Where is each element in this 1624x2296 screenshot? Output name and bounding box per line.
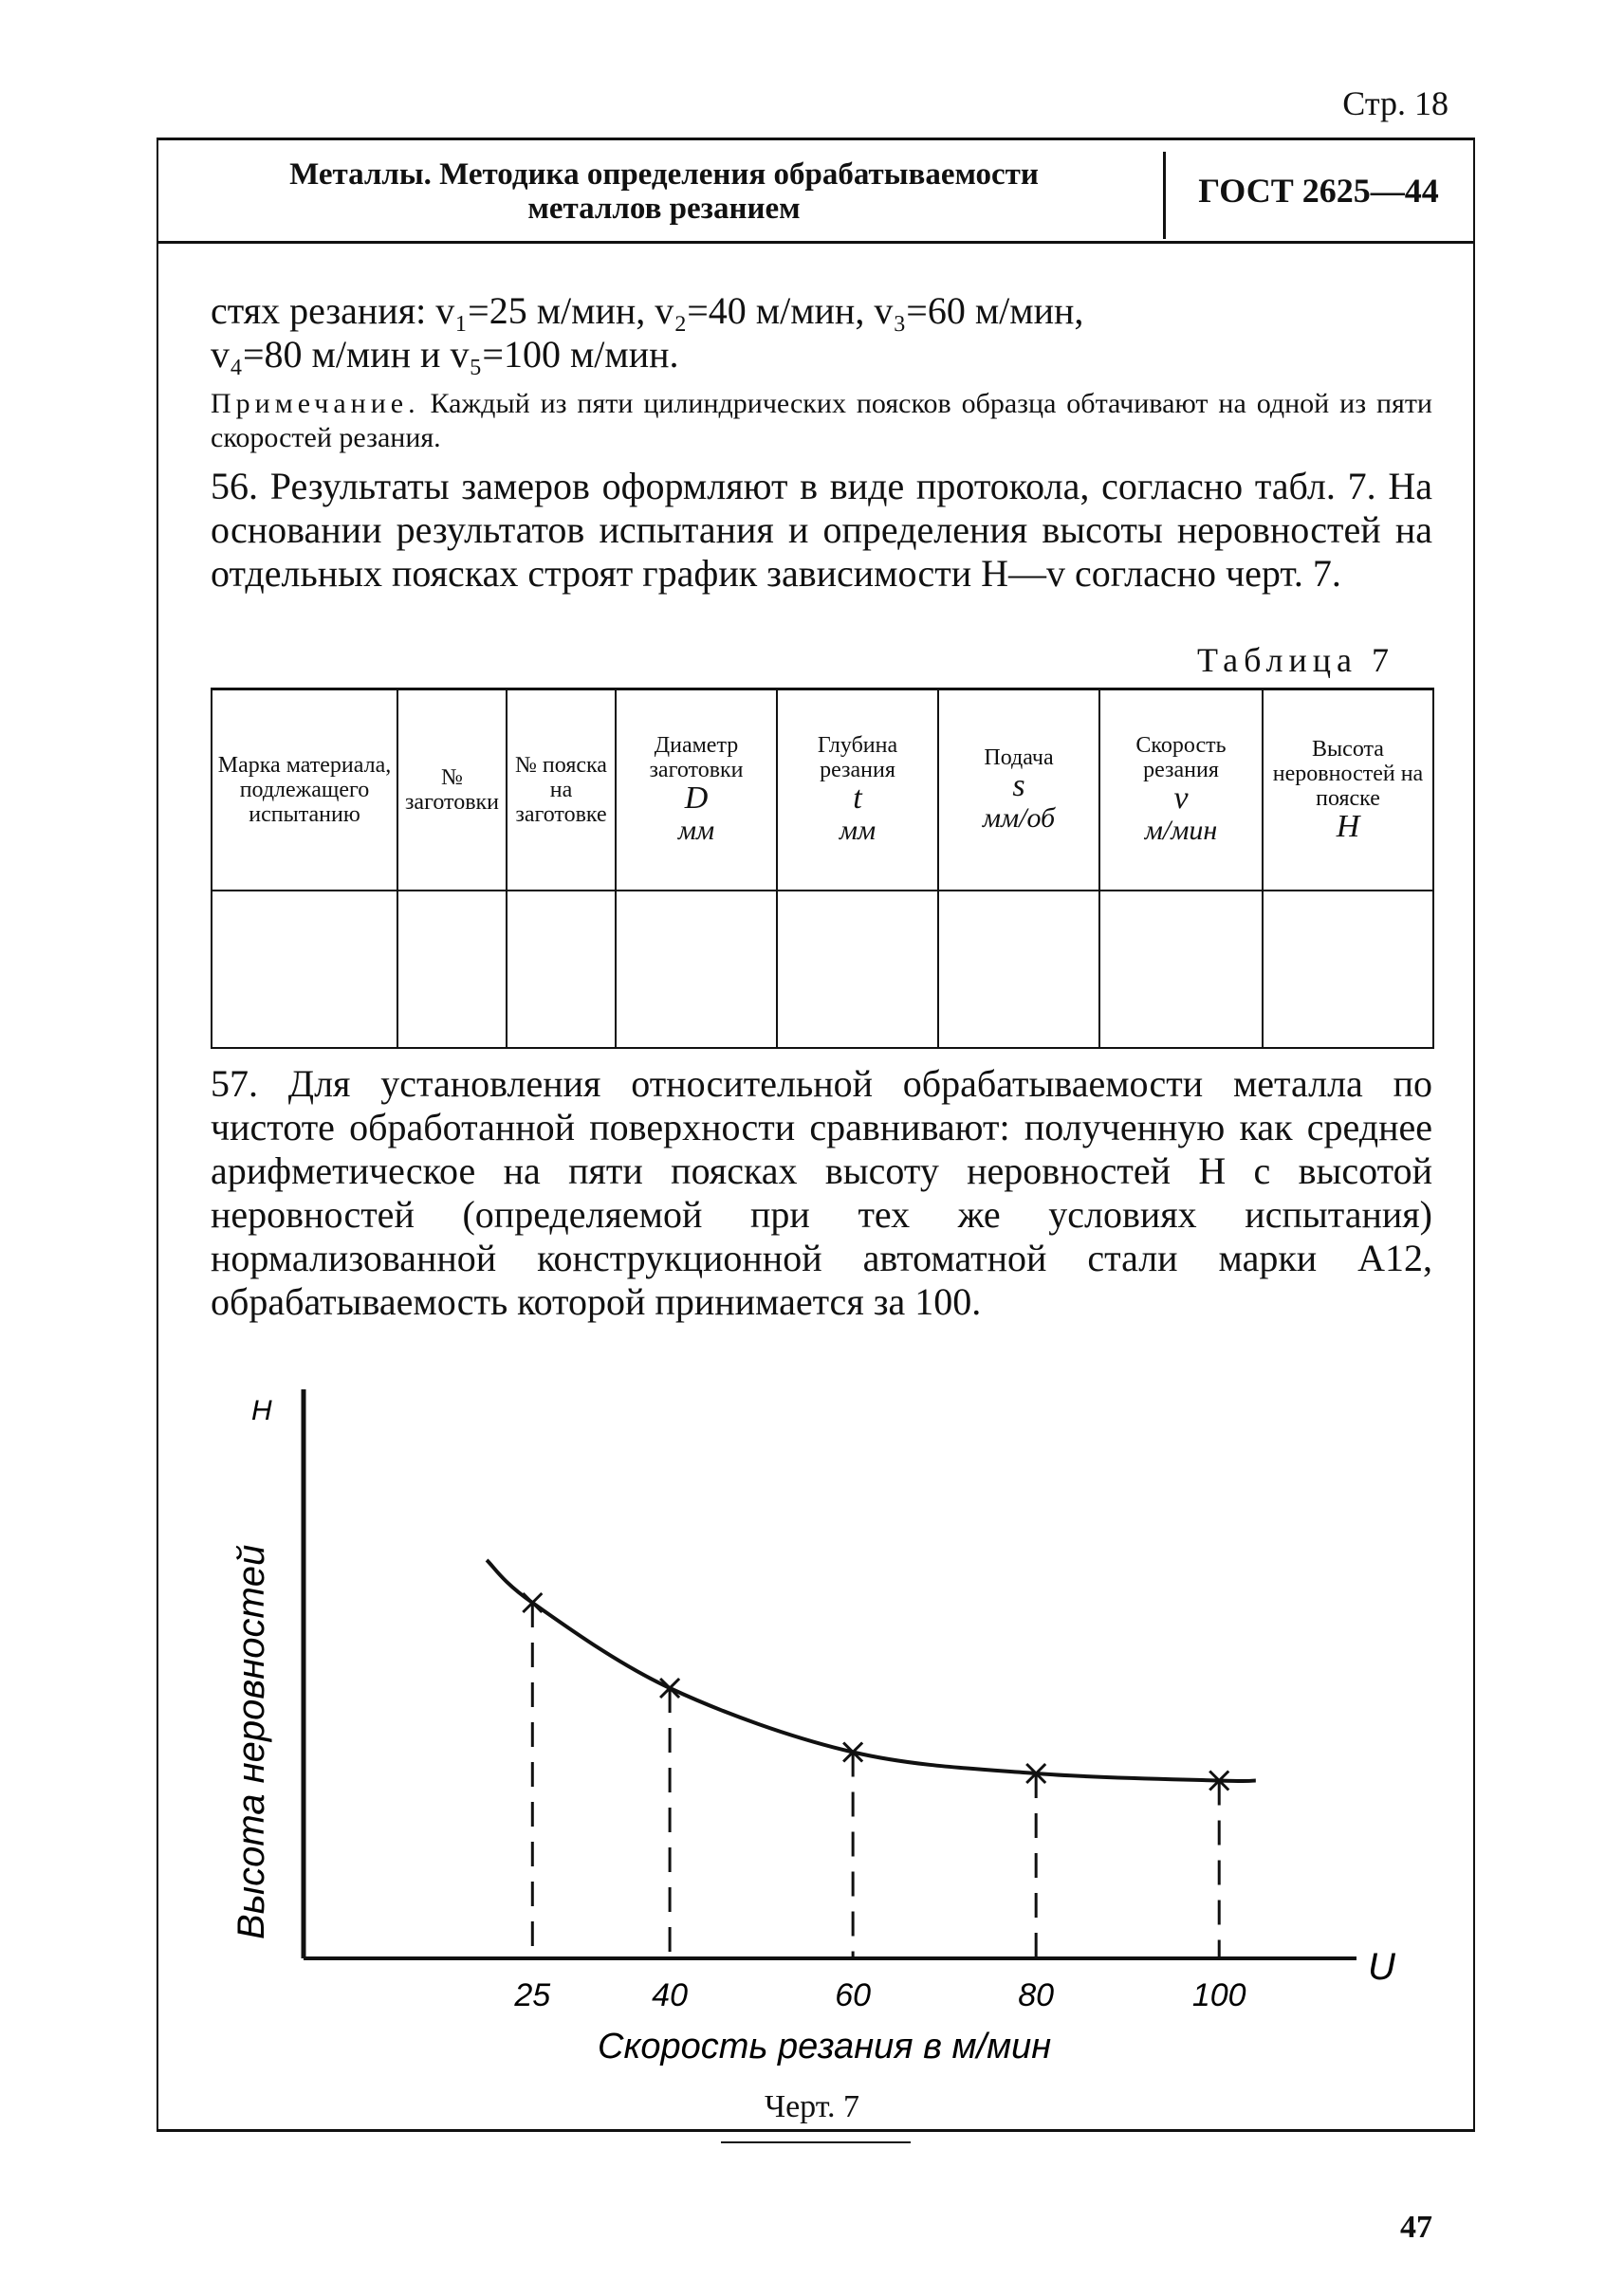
table-cell (1099, 891, 1263, 1048)
table-cell (507, 891, 616, 1048)
x-tick-label: 25 (514, 1977, 551, 2013)
x-axis-label: Скорость резания в м/мин (598, 2027, 1052, 2066)
table-cell (938, 891, 1099, 1048)
chart-series-line (487, 1560, 1256, 1781)
table-header-row (212, 689, 1433, 891)
table-title: Таблица 7 (1197, 641, 1394, 679)
col-header-feed: Подача s мм/об (938, 689, 1099, 891)
table-cell (212, 891, 397, 1048)
table-cell (397, 891, 507, 1048)
standard-code: ГОСТ 2625—44 (1198, 172, 1439, 210)
header-divider (1163, 152, 1166, 239)
note-label: Примечание. (211, 388, 420, 419)
note-text: Каждый из пяти цилиндрических поясков образца обтачивают на одной из пяти скоростей резания. (211, 388, 1432, 453)
document-title-line-2: металлов резанием (527, 192, 801, 227)
y-axis-label: Высота неровностей (231, 1544, 272, 1939)
continuation-text (211, 289, 1432, 377)
continuation-line-1: стях резания: v₁=25 м/мин, v₂=40 м/мин, v₃=60 м/мин, (211, 289, 1084, 332)
results-table (211, 688, 1434, 1049)
x-tick-label: 100 (1191, 1977, 1246, 2013)
col-header-blank-no: № заготовки (397, 689, 507, 891)
col-header-depth: Глубина резания t мм (777, 689, 938, 891)
note (211, 387, 1432, 455)
col-header-roughness: Высота неровностей на пояске H (1263, 689, 1433, 891)
col-header-material: Марка материала, подлежащего испытанию (212, 689, 397, 891)
y-axis-symbol: H (251, 1395, 272, 1426)
chart (218, 1380, 1395, 2066)
table-cell (1263, 891, 1433, 1048)
table-cell (616, 891, 777, 1048)
chart-points (523, 1593, 1228, 1791)
col-header-diameter: Диаметр заготовки D мм (616, 689, 777, 891)
table-row (212, 891, 1433, 1048)
chart-axes (304, 1389, 1356, 1958)
document-title (180, 157, 1148, 227)
table-cell (777, 891, 938, 1048)
caption-rule (721, 2141, 911, 2143)
page-number: 47 (1400, 2210, 1432, 2245)
document-title-line-1: Металлы. Методика определения обрабатываемости (289, 157, 1039, 192)
chart-tick-labels (513, 1977, 1246, 2013)
continuation-line-2: v₄=80 м/мин и v₅=100 м/мин. (211, 333, 679, 376)
x-tick-label: 80 (1018, 1977, 1055, 2013)
chart-axis-labels (231, 1395, 1396, 2066)
chart-drop-lines (532, 1603, 1219, 1958)
x-tick-label: 60 (835, 1977, 872, 2013)
paragraph-57: 57. Для установления относительной обрабатываемости металла по чистоте обработанной поверхности сравнивают: полученную как среднее арифметическое на пяти поясках высоту неровностей H с высотой неровностей (определяемой при тех же условиях испытания) нормализованной конструкционной автоматной стали марки А12, обрабатываемость которой принимается за 100. (211, 1062, 1432, 1323)
col-header-band-no: № пояска на заготовке (507, 689, 616, 891)
page-frame-right (1473, 244, 1475, 2131)
figure-caption: Черт. 7 (764, 2089, 860, 2124)
x-tick-label: 40 (652, 1977, 689, 2013)
col-header-speed: Скорость резания v м/мин (1099, 689, 1263, 891)
x-axis-symbol: U (1368, 1946, 1395, 1988)
page-frame-left (157, 244, 158, 2131)
paragraph-56: 56. Результаты замеров оформляют в виде протокола, согласно табл. 7. На основании результатов испытания и определения высоты неровностей на отдельных поясках строят график зависимости H—v согласно черт. 7. (211, 465, 1432, 595)
page-frame-bottom (157, 2129, 1475, 2132)
page-label: Стр. 18 (1342, 84, 1449, 122)
